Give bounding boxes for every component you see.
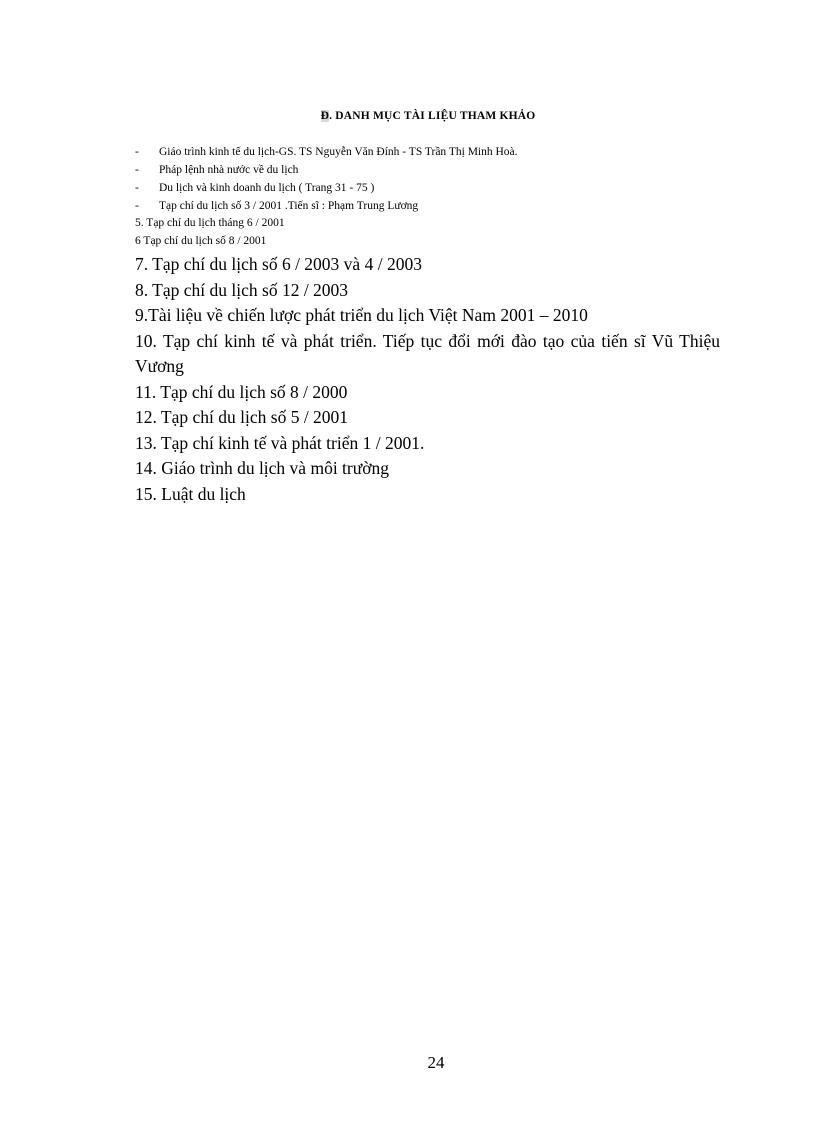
section-heading bbox=[0, 110, 816, 122]
reference-list-large bbox=[135, 252, 720, 507]
list-item: 8. Tạp chí du lịch số 12 / 2003 bbox=[135, 279, 349, 300]
bullet-dash: - bbox=[135, 182, 139, 194]
list-item: 9.Tài liệu về chiến lược phát triển du lịch Việt Nam 2001 – 2010 bbox=[135, 305, 588, 325]
bullet-dash: - bbox=[135, 146, 139, 158]
list-item bbox=[135, 161, 735, 179]
heading-highlighted-letter: Đ bbox=[320, 110, 330, 122]
list-item: 13. Tạp chí kinh tế và phát triển 1 / 2001. bbox=[135, 432, 425, 453]
list-item: 7. Tạp chí du lịch số 6 / 2003 và 4 / 2003 bbox=[135, 254, 422, 274]
list-item: 5. Tạp chí du lịch tháng 6 / 2001 bbox=[135, 217, 285, 229]
bullet-dash: - bbox=[135, 164, 139, 176]
list-item: 6 Tạp chí du lịch số 8 / 2001 bbox=[135, 234, 267, 247]
list-item: 12. Tạp chí du lịch số 5 / 2001 bbox=[135, 407, 349, 427]
list-item bbox=[135, 179, 735, 197]
list-item-text: Giáo trình kinh tế du lịch-GS. TS Nguyễn Văn Đính - TS Trần Thị Minh Hoà. bbox=[159, 146, 518, 158]
list-item bbox=[135, 197, 735, 215]
list-item-text: Du lịch và kinh doanh du lịch ( Trang 31 - 75 ) bbox=[159, 182, 375, 194]
bullet-dash: - bbox=[135, 200, 139, 212]
reference-list-small bbox=[135, 143, 735, 250]
list-item: 11. Tạp chí du lịch số 8 / 2000 bbox=[135, 381, 348, 402]
list-item bbox=[135, 143, 735, 161]
list-item-text: Tạp chí du lịch số 3 / 2001 .Tiến sĩ : Phạm Trung Lương bbox=[159, 200, 419, 212]
list-item: 14. Giáo trình du lịch và môi trường bbox=[135, 458, 389, 478]
list-item: 15. Luật du lịch bbox=[135, 483, 246, 504]
page-number: 24 bbox=[427, 1053, 445, 1072]
list-item-text: Pháp lệnh nhà nước về du lịch bbox=[159, 164, 299, 176]
heading-text: . DANH MỤC TÀI LIỆU THAM KHẢO bbox=[329, 110, 536, 122]
list-item: 10. Tạp chí kinh tế và phát triển. Tiếp tục đổi mới đào tạo của tiến sĩ Vũ Thiệu Vương bbox=[135, 330, 720, 376]
